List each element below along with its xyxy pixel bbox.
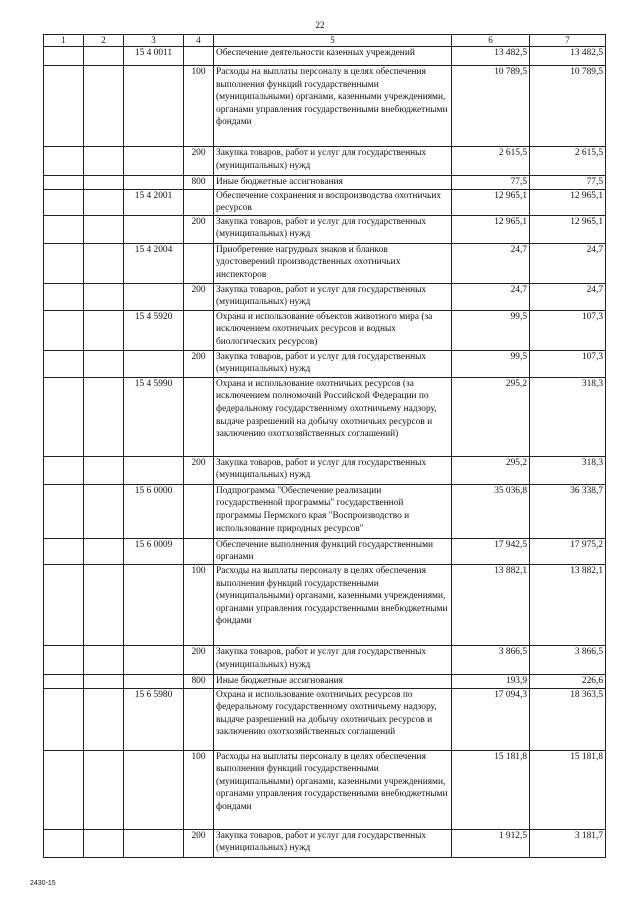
target-code [124,645,184,674]
table-row [44,456,606,484]
target-code [124,147,184,176]
amount-col-6: 12 965,1 [452,215,530,243]
amount-col-7: 15 181,8 [530,750,606,829]
target-code [124,674,184,688]
amount-col-7: 107,3 [530,350,606,377]
amount-col-7: 13 482,5 [530,47,606,66]
table-row [44,47,606,66]
col-1-cell [44,674,84,688]
amount-col-7: 10 789,5 [530,66,606,147]
amount-col-6: 99,5 [452,310,530,350]
expense-type-code [184,538,214,564]
table-row [44,350,606,377]
col-2-cell [84,484,124,538]
col-2-cell [84,147,124,176]
col-2-cell [84,456,124,484]
expense-type-code: 200 [184,829,214,857]
expense-type-code: 100 [184,564,214,645]
header-cell-6: 6 [452,35,530,47]
table-row [44,147,606,176]
col-2-cell [84,215,124,243]
target-code: 15 4 0011 [124,47,184,66]
row-description: Закупка товаров, работ и услуг для государственных (муниципальных) нужд [214,829,452,857]
amount-col-6: 13 882,1 [452,564,530,645]
amount-col-7: 318,3 [530,377,606,456]
col-2-cell [84,66,124,147]
row-description: Расходы на выплаты персоналу в целях обеспечения выполнения функций государственными (муниципальными) органами, казенными учреждениями, органами управления государственными внебюджетными фондами [214,750,452,829]
col-2-cell [84,645,124,674]
row-description: Закупка товаров, работ и услуг для государственных (муниципальных) нужд [214,350,452,377]
budget-table [43,34,606,858]
amount-col-6: 35 036,8 [452,484,530,538]
col-1-cell [44,310,84,350]
expense-type-code: 200 [184,645,214,674]
col-1-cell [44,283,84,310]
expense-type-code [184,484,214,538]
amount-col-7: 13 882,1 [530,564,606,645]
expense-type-code: 100 [184,66,214,147]
header-cell-1: 1 [44,35,84,47]
header-cell-2: 2 [84,35,124,47]
header-cell-5: 5 [214,35,452,47]
table-row [44,310,606,350]
target-code [124,283,184,310]
row-description: Обеспечение сохранения и воспроизводства охотничьих ресурсов [214,189,452,215]
amount-col-6: 2 615,5 [452,147,530,176]
row-description: Расходы на выплаты персоналу в целях обеспечения выполнения функций государственными (муниципальными) органами, казенными учреждениями, органами управления государственными внебюджетными фондами [214,564,452,645]
table-row [44,243,606,283]
amount-col-7: 36 338,7 [530,484,606,538]
expense-type-code [184,377,214,456]
document-code: 2430-15 [30,880,56,887]
col-1-cell [44,147,84,176]
amount-col-6: 24,7 [452,243,530,283]
amount-col-7: 77,5 [530,176,606,190]
amount-col-7: 24,7 [530,243,606,283]
amount-col-7: 318,3 [530,456,606,484]
col-2-cell [84,564,124,645]
expense-type-code: 100 [184,750,214,829]
table-row [44,377,606,456]
col-2-cell [84,350,124,377]
col-2-cell [84,47,124,66]
amount-col-7: 3 181,7 [530,829,606,857]
table-row [44,66,606,147]
amount-col-6: 24,7 [452,283,530,310]
expense-type-code: 200 [184,350,214,377]
expense-type-code [184,189,214,215]
table-row [44,538,606,564]
col-2-cell [84,189,124,215]
header-cell-3: 3 [124,35,184,47]
col-2-cell [84,688,124,750]
col-1-cell [44,688,84,750]
expense-type-code: 200 [184,283,214,310]
table-row [44,750,606,829]
row-description: Закупка товаров, работ и услуг для государственных (муниципальных) нужд [214,147,452,176]
amount-col-6: 295,2 [452,456,530,484]
target-code [124,750,184,829]
table-row [44,283,606,310]
table-row [44,215,606,243]
target-code [124,215,184,243]
expense-type-code [184,310,214,350]
row-description: Охрана и использование охотничьих ресурсов по федеральному государственному охотничьему надзору, выдаче разрешений на добычу охотничьих ресурсов и заключению охотхозяйственных соглашений [214,688,452,750]
amount-col-6: 77,5 [452,176,530,190]
target-code: 15 4 5920 [124,310,184,350]
row-description: Закупка товаров, работ и услуг для государственных (муниципальных) нужд [214,283,452,310]
expense-type-code [184,243,214,283]
header-cell-7: 7 [530,35,606,47]
col-2-cell [84,243,124,283]
amount-col-6: 17 094,3 [452,688,530,750]
col-2-cell [84,377,124,456]
amount-col-7: 226,6 [530,674,606,688]
page-number: 22 [315,20,325,30]
amount-col-7: 2 615,5 [530,147,606,176]
table-row [44,484,606,538]
target-code [124,66,184,147]
target-code: 15 4 2001 [124,189,184,215]
expense-type-code [184,47,214,66]
table-row [44,674,606,688]
row-description: Закупка товаров, работ и услуг для государственных (муниципальных) нужд [214,645,452,674]
table-row [44,688,606,750]
col-2-cell [84,750,124,829]
table-row [44,564,606,645]
table-row [44,189,606,215]
amount-col-6: 1 912,5 [452,829,530,857]
col-1-cell [44,47,84,66]
target-code [124,829,184,857]
col-1-cell [44,456,84,484]
expense-type-code: 200 [184,215,214,243]
col-1-cell [44,215,84,243]
target-code [124,564,184,645]
amount-col-6: 10 789,5 [452,66,530,147]
col-1-cell [44,750,84,829]
amount-col-7: 17 975,2 [530,538,606,564]
target-code: 15 4 2004 [124,243,184,283]
col-1-cell [44,829,84,857]
target-code: 15 4 5990 [124,377,184,456]
row-description: Охрана и использование охотничьих ресурсов (за исключением полномочий Российской Федерации по федеральному государственному охотничьему надзору, выдаче разрешений на добычу охотничьих ресурсов и заключению охотхозяйственных соглашений) [214,377,452,456]
table-row [44,645,606,674]
row-description: Иные бюджетные ассигнования [214,674,452,688]
amount-col-6: 15 181,8 [452,750,530,829]
row-description: Подпрограмма "Обеспечение реализации государственной программы" государственной программы Пермского края "Воспроизводство и использование природных ресурсов" [214,484,452,538]
amount-col-6: 295,2 [452,377,530,456]
expense-type-code: 800 [184,176,214,190]
amount-col-6: 3 866,5 [452,645,530,674]
amount-col-7: 12 965,1 [530,189,606,215]
row-description: Расходы на выплаты персоналу в целях обеспечения выполнения функций государственными (муниципальными) органами, казенными учреждениями, органами управления государственными внебюджетными фондами [214,66,452,147]
amount-col-7: 107,3 [530,310,606,350]
table-row [44,829,606,857]
col-1-cell [44,189,84,215]
col-2-cell [84,310,124,350]
amount-col-7: 24,7 [530,283,606,310]
header-row [44,35,606,47]
header-cell-4: 4 [184,35,214,47]
amount-col-6: 13 482,5 [452,47,530,66]
expense-type-code: 800 [184,674,214,688]
col-1-cell [44,645,84,674]
row-description: Закупка товаров, работ и услуг для государственных (муниципальных) нужд [214,215,452,243]
row-description: Закупка товаров, работ и услуг для государственных (муниципальных) нужд [214,456,452,484]
row-description: Приобретение нагрудных знаков и бланков удостоверений производственных охотничьих инспекторов [214,243,452,283]
col-1-cell [44,350,84,377]
target-code [124,176,184,190]
col-1-cell [44,243,84,283]
target-code: 15 6 5980 [124,688,184,750]
amount-col-7: 18 363,5 [530,688,606,750]
col-1-cell [44,66,84,147]
col-2-cell [84,283,124,310]
col-2-cell [84,829,124,857]
col-1-cell [44,377,84,456]
col-2-cell [84,538,124,564]
row-description: Обеспечение деятельности казенных учреждений [214,47,452,66]
target-code [124,350,184,377]
row-description: Обеспечение выполнения функций государственными органами [214,538,452,564]
col-1-cell [44,176,84,190]
col-1-cell [44,538,84,564]
col-2-cell [84,176,124,190]
col-1-cell [44,484,84,538]
target-code: 15 6 0009 [124,538,184,564]
amount-col-6: 193,9 [452,674,530,688]
row-description: Охрана и использование объектов животного мира (за исключением охотничьих ресурсов и водных биологических ресурсов) [214,310,452,350]
col-2-cell [84,674,124,688]
expense-type-code: 200 [184,456,214,484]
amount-col-6: 12 965,1 [452,189,530,215]
amount-col-6: 99,5 [452,350,530,377]
target-code [124,456,184,484]
target-code: 15 6 0000 [124,484,184,538]
col-1-cell [44,564,84,645]
expense-type-code [184,688,214,750]
amount-col-6: 17 942,5 [452,538,530,564]
amount-col-7: 12 965,1 [530,215,606,243]
row-description: Иные бюджетные ассигнования [214,176,452,190]
amount-col-7: 3 866,5 [530,645,606,674]
expense-type-code: 200 [184,147,214,176]
table-row [44,176,606,190]
